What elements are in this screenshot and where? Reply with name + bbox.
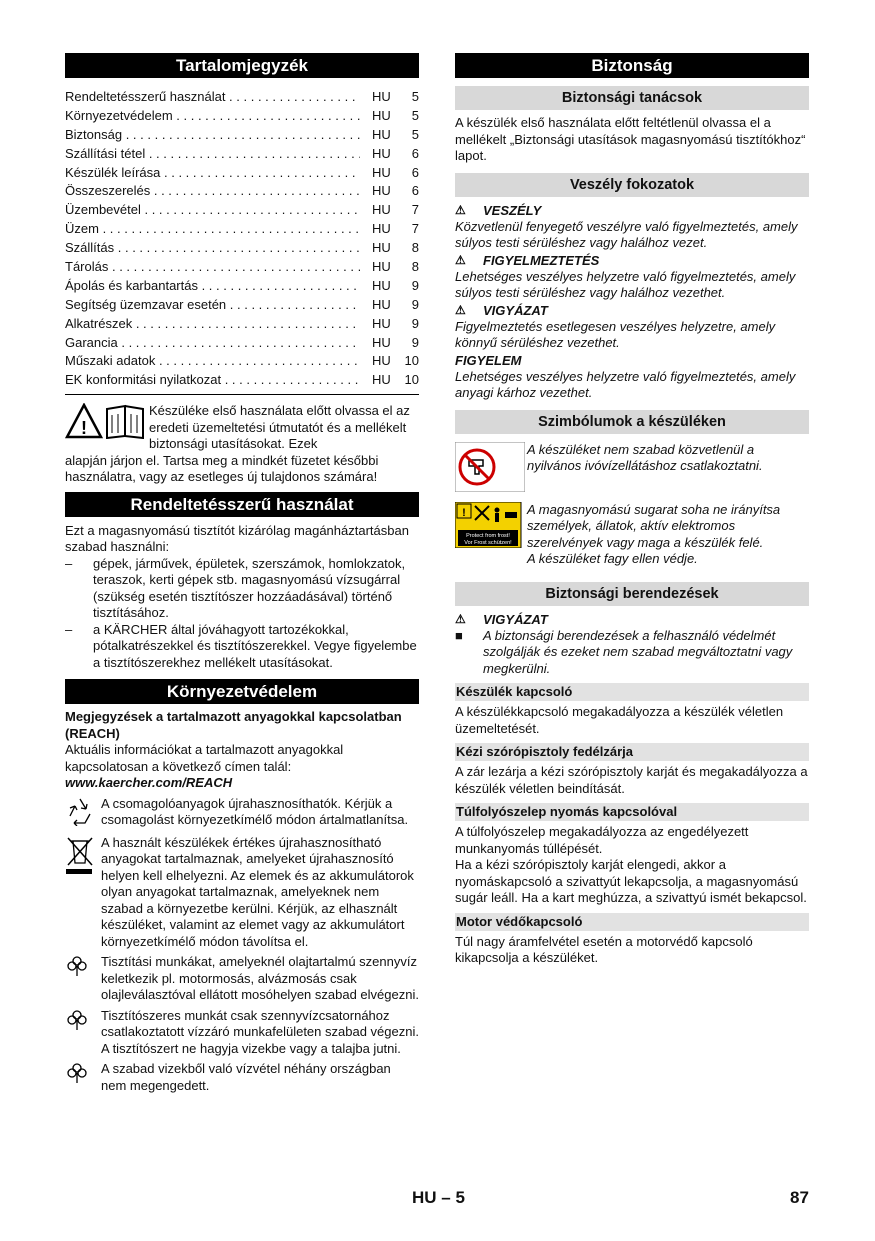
- bullet-icon: ■: [455, 627, 463, 643]
- clover-icon: [65, 954, 101, 1004]
- table-of-contents: [65, 88, 419, 390]
- symbols-title: Szimbólumok a készüléken: [455, 410, 809, 434]
- toc-entry[interactable]: Összeszerelés . . . HU 6: [65, 182, 419, 201]
- hazard-level-text: Közvetlenül fenyegető veszélyre való figyelmeztetés, amely súlyos testi sérüléshez vagy halálhoz vezet.: [455, 218, 798, 250]
- toc-entry[interactable]: Készülék leírása . . . HU 6: [65, 164, 419, 183]
- device-section-title: Készülék kapcsoló: [455, 683, 809, 701]
- use-title: Rendeltetésszerű használat: [65, 492, 419, 517]
- divider: [65, 394, 419, 395]
- devices-warning: ⚠ VIGYÁZAT: [455, 611, 548, 627]
- hazard-level-heading: ⚠ FIGYELMEZTETÉS: [455, 252, 600, 268]
- toc-entry[interactable]: EK konformitási nyilatkozat . . . HU 10: [65, 371, 419, 390]
- frost-label-line2: Vor Frost schützen!: [464, 539, 512, 546]
- right-column: [455, 53, 809, 967]
- hazard-level-heading: ⚠ VESZÉLY: [455, 202, 542, 218]
- toc-entry[interactable]: Szállítás . . . HU 8: [65, 239, 419, 258]
- warning-triangle-icon: ⚠: [455, 203, 466, 217]
- safety-title: Biztonság: [455, 53, 809, 78]
- symbol-row: [455, 502, 809, 568]
- env-item: A használt készülékek értékes újrahasznosítható anyagokat tartalmaznak, amelyeket újrahasznosító helyen kell elhelyezni. Az elemek és az akkumulátorok olyan anyagokat tartalmaznak, amelyeknek nem szabad a környezetbe kerülni. Kérjük, az elhasznált készüléket, valamint az elemet vagy az akkumulátort környezetkímélő módon távolítsa el.: [65, 835, 419, 951]
- env-item: Tisztítási munkákat, amelyeknél olajtartalmú szennyvíz keletkezik pl. motormosás, alvázmosás csak olajleválasztóval ellátott mosóhelyen szabad elvégezni.: [65, 954, 419, 1004]
- env-item: A csomagolóanyagok újrahasznosíthatók. Kérjük a csomagolást környezetkímélő módon ártalmatlanítsa.: [65, 796, 419, 831]
- hazard-level-text: Figyelmeztetés esetlegesen veszélyes helyzetre, amely könnyű sérüléshez vezethet.: [455, 318, 776, 350]
- device-section-text: A zár lezárja a kézi szórópisztoly karját és megakadályozza a készülék véletlen beindítását.: [455, 764, 808, 796]
- toc-entry[interactable]: Rendeltetésszerű használat . . . HU 5: [65, 88, 419, 107]
- left-column: [65, 53, 419, 1094]
- toc-entry[interactable]: Biztonság . . . HU 5: [65, 126, 419, 145]
- notice-rest: alapján járjon el. Tartsa meg a mindkét füzetet későbbi használatra, vagy az esetleges új tulajdonos számára!: [65, 452, 379, 485]
- high-pressure-warning-label-icon: [455, 502, 525, 548]
- footer-page-number: 87: [790, 1188, 809, 1207]
- env-item: A szabad vizekből való vízvétel néhány országban nem megengedett.: [65, 1061, 419, 1094]
- symbol2b-text: A készüléket fagy ellen védje.: [527, 551, 698, 566]
- hazard-level-text: Lehetséges veszélyes helyzetre való figyelmeztetés, amely anyagi kárhoz vezethet.: [455, 368, 796, 400]
- hazard-level-heading: FIGYELEM: [455, 352, 522, 368]
- device-section-title: Kézi szórópisztoly fedélzárja: [455, 743, 809, 761]
- devices-title: Biztonsági berendezések: [455, 582, 809, 606]
- toc-entry[interactable]: Tárolás . . . HU 8: [65, 258, 419, 277]
- warning-read-manual-icon: [65, 403, 149, 439]
- toc-entry[interactable]: Ápolás és karbantartás . . . HU 9: [65, 277, 419, 296]
- crossed-bin-icon: [65, 835, 101, 951]
- advice-text: A készülék első használata előtt feltétlenül olvassa el a mellékelt „Biztonsági utasítások magasnyomású tisztítókhoz“ lapot.: [455, 115, 806, 163]
- toc-entry[interactable]: Alkatrészek . . . HU 9: [65, 315, 419, 334]
- toc-entry[interactable]: Üzembevétel . . . HU 7: [65, 201, 419, 220]
- use-intro: Ezt a magasnyomású tisztítót kizárólag magánháztartásban szabad használni:: [65, 522, 409, 555]
- warning-triangle-icon: ⚠: [455, 303, 466, 317]
- list-item: – a KÄRCHER által jóváhagyott tartozékokkal, pótalkatrészekkel és tisztítószerekkel. Vegye figyelembe a tisztítószerekhez mellékelt utasításokat.: [65, 621, 417, 670]
- footer-lang-page: HU – 5: [412, 1188, 465, 1207]
- toc-entry[interactable]: Segítség üzemzavar esetén . . . HU 9: [65, 296, 419, 315]
- device-section-text: Túl nagy áramfelvétel esetén a motorvédő kapcsoló kikapcsolja a készüléket.: [455, 933, 753, 965]
- device-section-text: A készülékkapcsoló megakadályozza a készülék véletlen üzemeltetését.: [455, 704, 784, 736]
- toc-title: Tartalomjegyzék: [65, 53, 419, 78]
- device-section-text: A túlfolyószelep megakadályozza az engedélyezett munkanyomás túllépését. Ha a kézi szórópisztoly karját elengedi, akkor a nyomáskapcsoló a szivattyút lekapcsolja, a magasnyomású sugár leáll. Ha a kart meghúzza, a szivattyú ismét bekapcsol.: [455, 824, 807, 905]
- list-item: – gépek, járművek, épületek, szerszámok, homlokzatok, teraszok, kerti gépek stb. magasnyomású vízsugárral (szükség esetén tisztítószer hozzáadásával) történő tisztításához.: [65, 555, 406, 621]
- warning-triangle-icon: ⚠: [455, 612, 466, 626]
- warning-triangle-icon: ⚠: [455, 253, 466, 267]
- reach-title: Megjegyzések a tartalmazott anyagokkal kapcsolatban (REACH): [65, 709, 402, 741]
- svg-text:!: !: [81, 418, 87, 439]
- advice-title: Biztonsági tanácsok: [455, 86, 809, 110]
- levels-title: Veszély fokozatok: [455, 173, 809, 197]
- device-section-title: Motor védőkapcsoló: [455, 913, 809, 931]
- env-items: [65, 796, 419, 1095]
- read-notice: [65, 403, 419, 486]
- clover-icon: [65, 1061, 101, 1094]
- toc-entry[interactable]: Műszaki adatok . . . HU 10: [65, 352, 419, 371]
- clover-icon: [65, 1008, 101, 1058]
- frost-label-line1: Protect from frost!: [466, 532, 510, 539]
- symbol2-text: A magasnyomású sugarat soha ne irányítsa személyek, állatok, aktív elektromos szerelvények vagy maga a készülék felé.: [527, 501, 781, 550]
- reach-text: Aktuális információkat a tartalmazott anyagokkal kapcsolatosan a következő címen talál:: [65, 742, 344, 774]
- symbol-row: [455, 442, 809, 492]
- device-sections: [455, 683, 809, 967]
- notice-first: Készüléke első használata előtt olvassa el az eredeti üzemeltetési útmutatót és a mellékelt biztonsági utasításokat. Ezek: [149, 403, 410, 452]
- toc-entry[interactable]: Üzem . . . HU 7: [65, 220, 419, 239]
- toc-entry[interactable]: Garancia . . . HU 9: [65, 334, 419, 353]
- hazard-level-text: Lehetséges veszélyes helyzetre való figyelmeztetés, amely súlyos testi sérüléshez vagy halálhoz vezethet.: [455, 268, 796, 300]
- hazard-level-heading: ⚠ VIGYÁZAT: [455, 302, 548, 318]
- env-title: Környezetvédelem: [65, 679, 419, 704]
- symbol1-text: A készüléket nem szabad közvetlenül a nyilvános ivóvízellátáshoz csatlakoztatni.: [527, 441, 763, 473]
- symbol2-texts: [527, 502, 809, 568]
- env-item: Tisztítószeres munkát csak szennyvízcsatornához csatlakoztatott vízzáró munkafelületen szabad végezni. A tisztítószert ne hagyja vizekbe vagy a talajba jutni.: [65, 1008, 419, 1058]
- recycle-icon: [65, 796, 101, 831]
- device-section-title: Túlfolyószelep nyomás kapcsolóval: [455, 803, 809, 821]
- list-item: ■ A biztonsági berendezések a felhasználó védelmét szolgálják és ezeket nem szabad megváltoztatni vagy megkerülni.: [455, 627, 793, 676]
- svg-text:!: !: [462, 506, 466, 519]
- no-drinking-water-icon: [455, 442, 525, 492]
- toc-entry[interactable]: Környezetvédelem . . . HU 5: [65, 107, 419, 126]
- reach-url: www.kaercher.com/REACH: [65, 775, 233, 791]
- hazard-levels: [455, 202, 809, 402]
- toc-entry[interactable]: Szállítási tétel . . . HU 6: [65, 145, 419, 164]
